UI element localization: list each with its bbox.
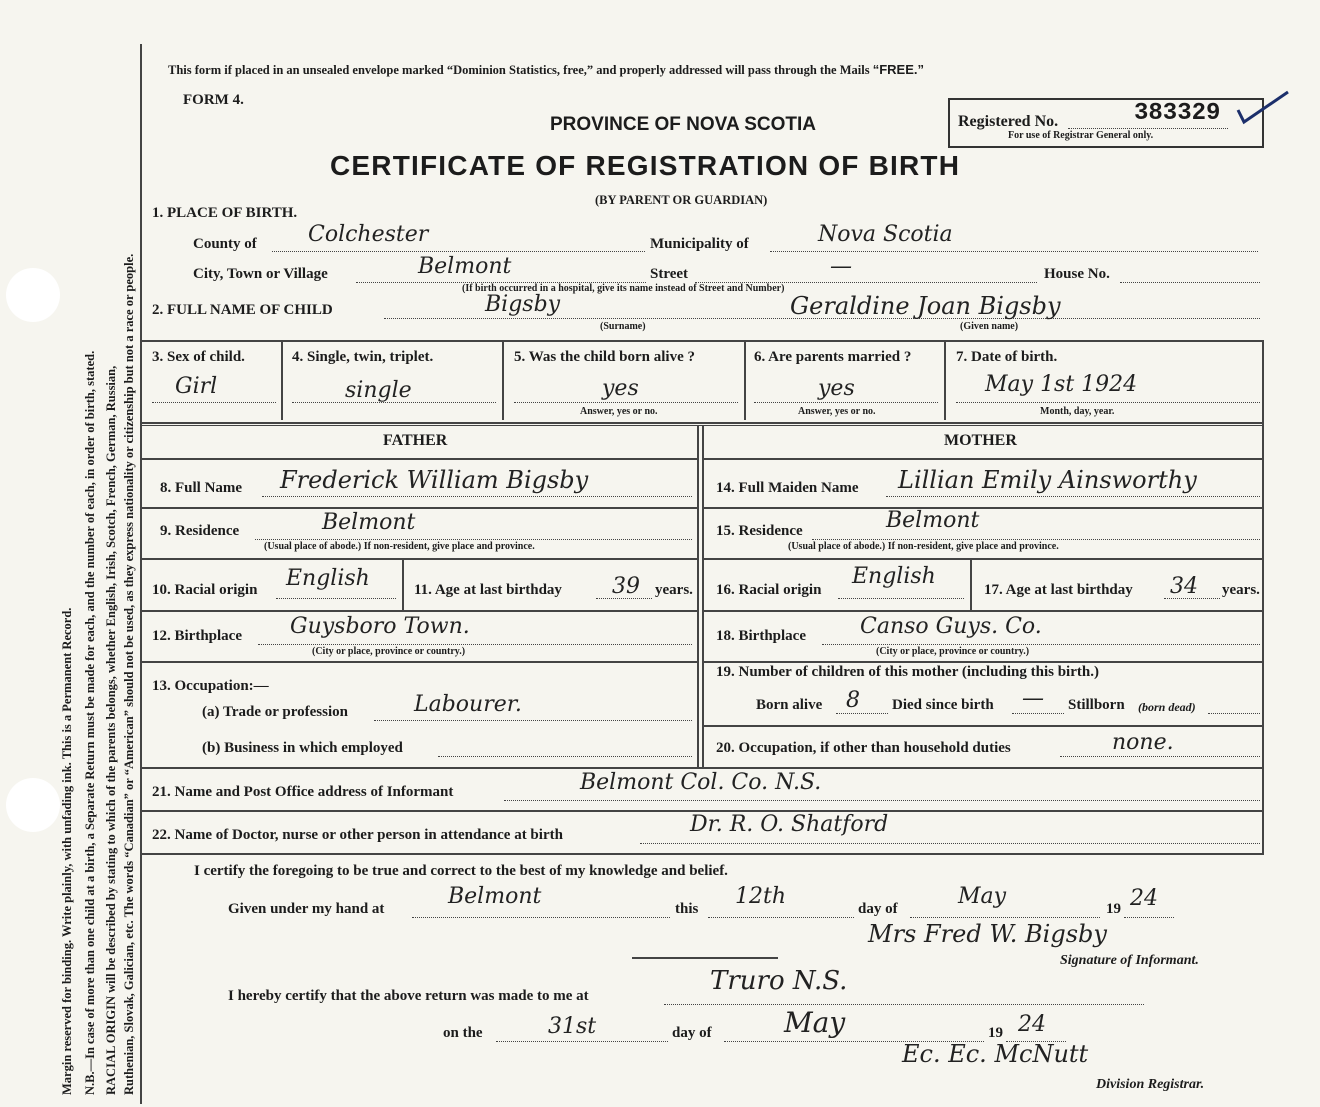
mother-occupation-value: none. xyxy=(1112,730,1174,755)
mother-occupation-label: 20. Occupation, if other than household duties xyxy=(716,740,1011,756)
certificate-subtitle: (BY PARENT OR GUARDIAN) xyxy=(595,193,768,207)
municipality-label: Municipality of xyxy=(650,236,749,252)
father-racial-value: English xyxy=(286,566,370,591)
surname-note: (Surname) xyxy=(600,321,646,332)
certify-day-of-label: day of xyxy=(858,901,898,917)
certify-day-value: 12th xyxy=(735,884,787,909)
binding-hole-top xyxy=(6,268,60,322)
died-since-birth-label: Died since birth xyxy=(892,697,994,713)
father-age-label: 11. Age at last birthday xyxy=(414,582,562,598)
given-under-hand-label: Given under my hand at xyxy=(228,901,385,917)
city-label: City, Town or Village xyxy=(193,266,328,282)
parents-married-label: 6. Are parents married ? xyxy=(754,349,912,365)
father-heading: FATHER xyxy=(383,432,448,449)
born-alive-label: 5. Was the child born alive ? xyxy=(514,349,695,365)
margin-border xyxy=(140,44,142,1104)
parents-married-note: Answer, yes or no. xyxy=(798,406,876,417)
house-number-label: House No. xyxy=(1044,266,1110,282)
check-mark-icon xyxy=(1234,88,1294,128)
mother-birthplace-value: Canso Guys. Co. xyxy=(860,614,1042,639)
child-surname-value: Bigsby xyxy=(485,292,561,317)
mother-age-label: 17. Age at last birthday xyxy=(984,582,1133,598)
street-label: Street xyxy=(650,266,689,282)
top-notice: This form if placed in an unsealed envelope marked “Dominion Statistics, free,” and properly addressed will pass through the Mails “FREE.” xyxy=(168,62,924,77)
registrar-on-the-label: on the xyxy=(443,1025,483,1041)
margin-note-3: RACIAL ORIGIN will be described by stating to which of the parents belongs, whether English, Irish, Scotch, French, German, Russian, xyxy=(104,365,118,1095)
father-name-label: 8. Full Name xyxy=(160,480,243,496)
informant-label: 21. Name and Post Office address of Informant xyxy=(152,784,454,800)
margin-note-4: Ruthenian, Slovak, Galician, etc. The words “Canadian” or “American” should not be used, as they express nationality or citizenship but not a race or people. xyxy=(122,253,136,1095)
registrar-year-prefix: 19 xyxy=(988,1025,1003,1041)
father-residence-note: (Usual place of abode.) If non-resident, give place and province. xyxy=(264,541,535,552)
certify-year-value: 24 xyxy=(1130,886,1158,911)
registered-note: For use of Registrar General only. xyxy=(1008,130,1154,141)
parents-married-value: yes xyxy=(818,376,855,401)
county-label: County of xyxy=(193,236,257,252)
father-trade-value: Labourer. xyxy=(414,692,522,717)
certify-this-label: this xyxy=(675,901,699,917)
registrar-signature: Ec. Ec. McNutt xyxy=(902,1040,1089,1068)
father-name-value: Frederick William Bigsby xyxy=(280,466,589,494)
father-occupation-label: 13. Occupation:— xyxy=(152,678,269,694)
certify-month-value: May xyxy=(958,884,1007,909)
stillborn-label: Stillborn xyxy=(1068,697,1125,713)
father-age-value: 39 xyxy=(612,574,640,599)
certify-statement: I certify the foregoing to be true and correct to the best of my knowledge and belief. xyxy=(194,863,728,879)
registrar-year-value: 24 xyxy=(1018,1012,1046,1037)
given-name-note: (Given name) xyxy=(960,321,1019,332)
mother-age-unit: years. xyxy=(1222,582,1260,598)
certificate-title: CERTIFICATE OF REGISTRATION OF BIRTH xyxy=(330,150,961,181)
informant-signature-label: Signature of Informant. xyxy=(1060,953,1199,968)
child-name-label: 2. FULL NAME OF CHILD xyxy=(152,302,333,318)
mother-heading: MOTHER xyxy=(944,432,1017,449)
form-number: FORM 4. xyxy=(183,92,244,108)
born-alive-count-label: Born alive xyxy=(756,697,823,713)
mother-racial-label: 16. Racial origin xyxy=(716,582,822,598)
father-residence-label: 9. Residence xyxy=(160,523,240,539)
margin-note-2: N.B.—In case of more than one child at a birth, a Separate Return must be made for each, and the number of each, in order of birth, stated. xyxy=(83,350,97,1095)
margin-note-1: Margin reserved for binding. Write plainly, with unfading ink. This is a Permanent Record. xyxy=(60,607,74,1095)
place-of-birth-heading: 1. PLACE OF BIRTH. xyxy=(152,205,298,221)
mother-racial-value: English xyxy=(852,564,936,589)
stillborn-note: (born dead) xyxy=(1138,700,1196,714)
city-value: Belmont xyxy=(418,254,512,279)
plurality-label: 4. Single, twin, triplet. xyxy=(292,349,434,365)
date-of-birth-label: 7. Date of birth. xyxy=(956,349,1058,365)
mother-children-label: 19. Number of children of this mother (including this birth.) xyxy=(716,664,1099,680)
sex-value: Girl xyxy=(175,374,218,399)
sex-label: 3. Sex of child. xyxy=(152,349,245,365)
died-since-birth-value: — xyxy=(1022,686,1044,711)
registrar-place-value: Truro N.S. xyxy=(710,966,848,996)
date-of-birth-value: May 1st 1924 xyxy=(985,372,1138,397)
municipality-value: Nova Scotia xyxy=(818,222,953,247)
plurality-value: single xyxy=(345,378,412,403)
street-value: — xyxy=(830,254,852,279)
registrar-day-value: 31st xyxy=(548,1014,597,1039)
certify-year-prefix: 19 xyxy=(1106,901,1121,917)
father-birthplace-label: 12. Birthplace xyxy=(152,628,242,644)
mother-name-label: 14. Full Maiden Name xyxy=(716,480,859,496)
born-alive-count-value: 8 xyxy=(846,688,860,713)
registrar-signature-label: Division Registrar. xyxy=(1096,1077,1205,1092)
county-value: Colchester xyxy=(308,222,429,247)
province-heading: PROVINCE OF NOVA SCOTIA xyxy=(550,114,817,135)
binding-hole-bottom xyxy=(6,778,60,832)
father-birthplace-value: Guysboro Town. xyxy=(290,614,470,639)
father-business-label: (b) Business in which employed xyxy=(202,740,403,756)
registered-label: Registered No. xyxy=(958,113,1059,130)
certify-place-value: Belmont xyxy=(448,884,542,909)
informant-signature: Mrs Fred W. Bigsby xyxy=(868,920,1107,948)
registrar-day-of-label: day of xyxy=(672,1025,712,1041)
mother-birthplace-label: 18. Birthplace xyxy=(716,628,806,644)
registered-number: 383329 xyxy=(1134,100,1221,127)
born-alive-value: yes xyxy=(602,376,639,401)
date-of-birth-note: Month, day, year. xyxy=(1040,406,1115,417)
registrar-month-value: May xyxy=(784,1006,846,1039)
mother-name-value: Lillian Emily Ainsworthy xyxy=(898,466,1197,494)
child-given-name-value: Geraldine Joan Bigsby xyxy=(790,292,1061,320)
father-racial-label: 10. Racial origin xyxy=(152,582,258,598)
doctor-value: Dr. R. O. Shatford xyxy=(690,812,889,837)
registrar-statement: I hereby certify that the above return was made to me at xyxy=(228,988,589,1004)
mother-birthplace-note: (City or place, province or country.) xyxy=(876,646,1030,657)
father-residence-value: Belmont xyxy=(322,510,416,535)
mother-residence-label: 15. Residence xyxy=(716,523,803,539)
mother-residence-note: (Usual place of abode.) If non-resident, give place and province. xyxy=(788,541,1059,552)
hospital-note: (If birth occurred in a hospital, give its name instead of Street and Number) xyxy=(462,283,785,294)
doctor-label: 22. Name of Doctor, nurse or other person in attendance at birth xyxy=(152,827,563,843)
father-age-unit: years. xyxy=(655,582,693,598)
born-alive-note: Answer, yes or no. xyxy=(580,406,658,417)
father-birthplace-note: (City or place, province or country.) xyxy=(312,646,466,657)
mother-age-value: 34 xyxy=(1170,574,1198,599)
father-trade-label: (a) Trade or profession xyxy=(202,704,348,720)
informant-value: Belmont Col. Co. N.S. xyxy=(580,770,822,795)
mother-residence-value: Belmont xyxy=(886,508,980,533)
